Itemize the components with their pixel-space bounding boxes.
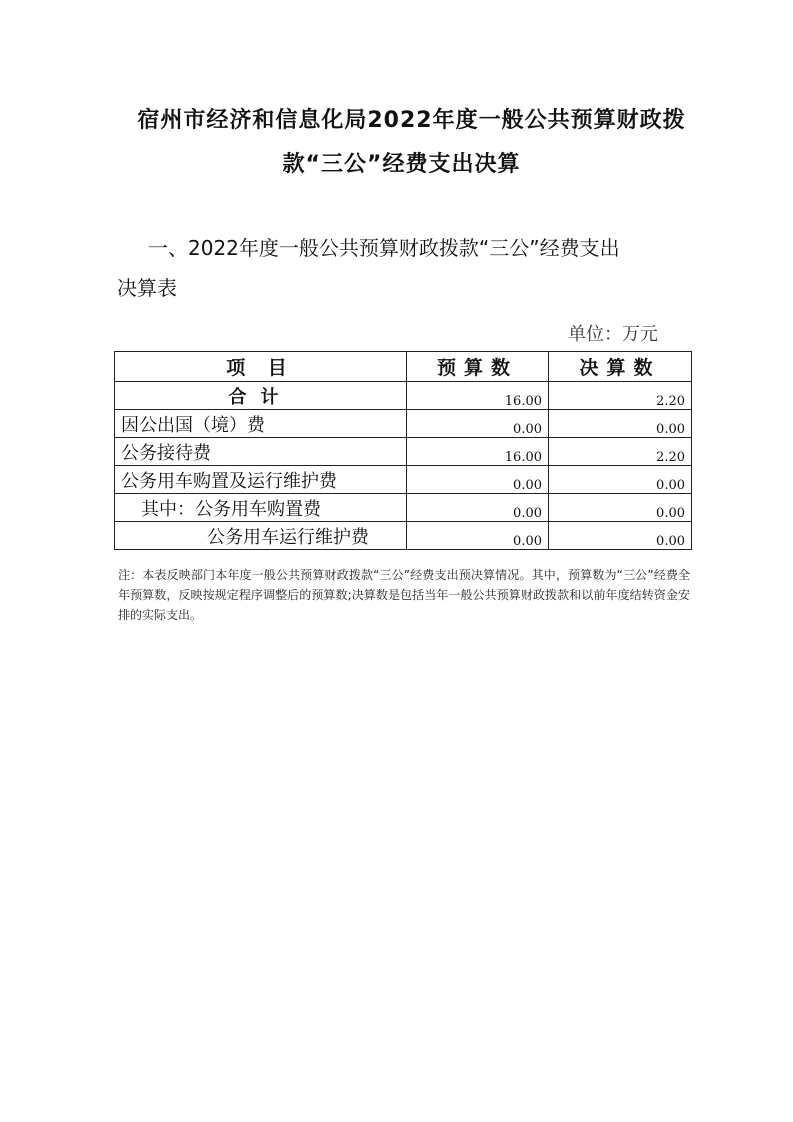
- row-label: 因公出国（境）费: [115, 410, 407, 438]
- row-actual-value: 0.00: [549, 522, 692, 550]
- header-item: 项 目: [115, 352, 407, 382]
- row-actual-value: 0.00: [549, 410, 692, 438]
- row-actual-value: 2.20: [549, 382, 692, 410]
- row-budget-value: 0.00: [407, 522, 549, 550]
- table-footnote: 注：本表反映部门本年度一般公共预算财政拨款“三公”经费支出预决算情况。其中，预算数为“三公”经费全年预算数，反映按规定程序调整后的预算数;决算数是包括当年一般公共预算财政拨款和以前年度结转资金安排的实际支出。: [118, 568, 690, 622]
- header-budget: 预算数: [407, 352, 549, 382]
- table-row: [115, 466, 692, 494]
- row-budget-value: 0.00: [407, 494, 549, 522]
- table-row: [115, 522, 692, 550]
- row-actual-value: 2.20: [549, 438, 692, 466]
- section-heading-line-1: 一、2022年度一般公共预算财政拨款“三公”经费支出: [148, 236, 620, 260]
- row-label: 其中：公务用车购置费: [115, 494, 407, 522]
- table-row: [115, 410, 692, 438]
- table-row: [115, 438, 692, 466]
- row-budget-value: 0.00: [407, 466, 549, 494]
- unit-label: 单位：万元: [568, 324, 658, 345]
- document-title-line-2: 款“三公”经费支出决算: [282, 152, 521, 177]
- row-budget-value: 0.00: [407, 410, 549, 438]
- row-budget-value: 16.00: [407, 382, 549, 410]
- row-actual-value: 0.00: [549, 494, 692, 522]
- header-actual: 决算数: [549, 352, 692, 382]
- table-header-row: [115, 352, 692, 382]
- table-row: [115, 494, 692, 522]
- row-label: 合计: [115, 382, 407, 410]
- table-row-total: [115, 382, 692, 410]
- section-heading-line-2: 决算表: [117, 276, 177, 300]
- three-public-expenses-table: [114, 351, 692, 550]
- row-label: 公务用车运行维护费: [115, 522, 407, 550]
- row-label: 公务用车购置及运行维护费: [115, 466, 407, 494]
- row-actual-value: 0.00: [549, 466, 692, 494]
- row-budget-value: 16.00: [407, 438, 549, 466]
- document-title-line-1: 宿州市经济和信息化局2022年度一般公共预算财政拨: [137, 108, 686, 133]
- row-label: 公务接待费: [115, 438, 407, 466]
